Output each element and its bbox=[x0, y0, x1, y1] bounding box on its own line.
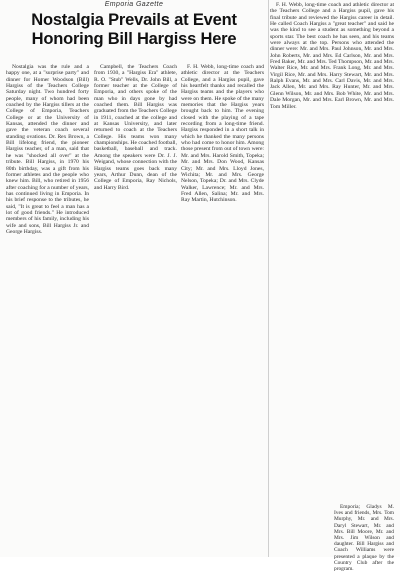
article-column-1 bbox=[6, 64, 89, 235]
column-5-text: Emporia; Gladys M. Ives and friends, Mrs. Tom Murphy, Mr. and Mrs. Daryl Stewart, Mr. and Mrs. Bill Moore, Mr. and Mrs. Jim Wilson and daughter. Bill Hargiss and Coach Williams were presented a plaque by the Country Club after the program. bbox=[334, 504, 394, 572]
headline-line-1: Nostalgia Prevails at Event bbox=[31, 11, 237, 29]
article-column-5 bbox=[334, 504, 394, 572]
article-column-4 bbox=[270, 2, 394, 110]
column-rule bbox=[268, 0, 269, 557]
column-4-text: F. H. Webb, long-time coach and athletic director at the Teachers College and a Hargiss pupil, gave his final tribute and reviewed the Hargiss career in detail. He called Coach Hargiss a "great teacher" and said he was the kind to see a student as something beyond a sports star. The best coach he has seen, and his teams were always at the top. Persons who attended the dinner were: Mr. and Mrs. Paul Johnson, Mr. and Mrs. John Roberts, Mr. and Mrs. Ed Carlson, Mr. and Mrs. Fred Baker, Mr. and Mrs. Ted Thompson, Mr. and Mrs. Walter Rice, Mr. and Mrs. Frank Long, Mr. and Mrs. Virgil Rice, Mr. and Mrs. Harry Stewart, Mr. and Mrs. Ralph Evans, Mr. and Mrs. Carl Davis, Mr. and Mrs. Jack Allen, Mr. and Mrs. Ray Hunter, Mr. and Mrs. Glenn Wilson, Mr. and Mrs. Bob White, Mr. and Mrs. Dale Morgan, Mr. and Mrs. Earl Brown, Mr. and Mrs. Tom Miller. bbox=[270, 2, 394, 110]
column-1-text: Nostalgia was the rule and a happy one, at a "surprise party" and dinner for Homer Woodson (Bill) Hargiss of the Teachers College Saturday night. Two hundred forty people, many of whom had been coached by the Hargiss tillers at the College of Emporia, Teachers College or at the University of Kansas, attended the dinner and gave the veteran coach several standing ovations. Dr. Rex Brown, a Bill lifelong friend, the pioneer Hargiss teacher, of a man, said that he was "shocked all over" at the tribute. Bill Hargiss, in 1970 his 80th birthday, was a gift from his former athletes and the people who knew him. Bill, who retired in 1956 after coaching for a number of years, has continued living in Emporia. In his brief response to the tributes, he said, "It is great to feel a man has a lot of good friends." He introduced members of his family, including his wife and sons, Bill Hargiss Jr. and George Hargiss. bbox=[6, 64, 89, 235]
column-3-text: F. H. Webb, long-time coach and athletic director at the Teachers College, and a Hargiss pupil, gave his heartfelt thanks and recalled the Hargiss teams and the players who were on them. He spoke of the many memories that the Hargiss years brought back to him. The evening closed with the playing of a tape recording from a long-time friend. Hargiss responded in a short talk in which he thanked the many persons who had come to honor him. Among those present from out of town were: Mr. and Mrs. Harold Smith, Topeka; Mr. and Mrs. Don Wood, Kansas City; Mr. and Mrs. Lloyd Jones, Wichita; Mr. and Mrs. George Nelson, Topeka; Dr. and Mrs. Clyde Walker, Lawrence; Mr. and Mrs. Fred Allen, Salina; Mr. and Mrs. Ray Martin, Hutchinson. bbox=[181, 64, 264, 204]
headline bbox=[6, 11, 262, 49]
source-label: Emporia Gazette bbox=[104, 1, 164, 8]
article-column-3 bbox=[181, 64, 264, 204]
masthead bbox=[6, 0, 262, 64]
headline-line-2: Honoring Bill Hargiss Here bbox=[31, 30, 237, 48]
column-2-text: Campbell, the Teachers Coach from 1930, a "Hargiss Era" athlete, R. O. "Stub" Wells, Dr. John Bill, a former teacher at the College of Emporia, and others spoke of the man who in days gone by had coached them. Bill Hargiss was graduated from the Teachers College in 1911, coached at the college and at Kansas University, and later returned to coach at the Teachers College. His teams won many championships. He coached football, basketball, baseball and track. Among the speakers were Dr. J. J. Weigand, whose connection with the Hargiss teams goes back many years, Arthur Dunn, dean of the College of Emporia, Ray Nichols, and Harry Bird. bbox=[94, 64, 177, 191]
article-column-2 bbox=[94, 64, 177, 191]
